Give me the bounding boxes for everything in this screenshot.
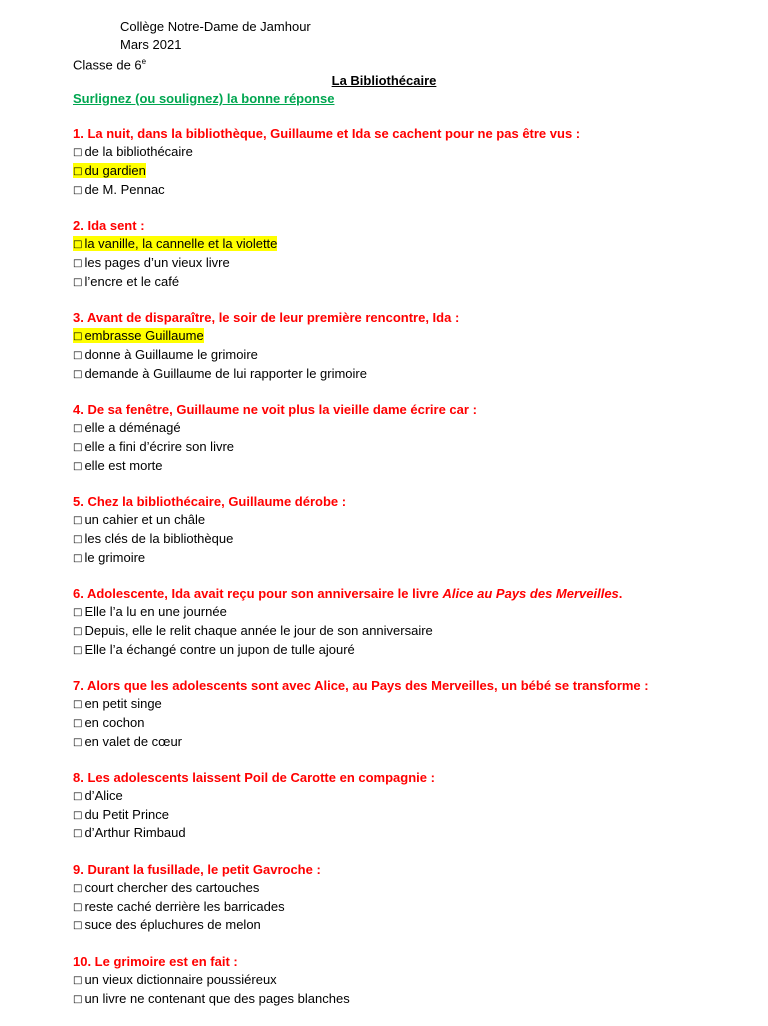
answer-option[interactable]: [73, 346, 753, 365]
answer-content: [73, 458, 163, 473]
checkbox-icon[interactable]: □: [73, 882, 83, 894]
checkbox-icon[interactable]: □: [73, 276, 83, 288]
highlighted-answer: [73, 328, 204, 343]
checkbox-icon[interactable]: □: [73, 238, 83, 250]
question-text: [73, 769, 753, 787]
answer-label: d’Arthur Rimbaud: [84, 825, 186, 841]
answer-label: demande à Guillaume de lui rapporter le grimoire: [84, 365, 367, 381]
checkbox-icon[interactable]: □: [73, 349, 83, 361]
checkbox-icon[interactable]: □: [73, 828, 83, 840]
highlighted-answer: [73, 163, 146, 178]
answer-option[interactable]: [73, 327, 753, 346]
answer-content: [73, 715, 144, 730]
answer-label: la vanille, la cannelle et la violette: [84, 235, 278, 251]
question-text-main: 4. De sa fenêtre, Guillaume ne voit plus la vieille dame écrire car :: [73, 401, 477, 417]
question-text-main: 6. Adolescente, Ida avait reçu pour son anniversaire le livre: [73, 585, 443, 601]
answer-option[interactable]: [73, 733, 753, 752]
answer-label: suce des épluchures de melon: [84, 917, 261, 933]
question-text-main: 8. Les adolescents laissent Poil de Carotte en compagnie :: [73, 769, 435, 785]
answer-label: un vieux dictionnaire poussiéreux: [84, 971, 277, 987]
checkbox-icon[interactable]: □: [73, 514, 83, 526]
checkbox-icon[interactable]: □: [73, 698, 83, 710]
question-text-main: 9. Durant la fusillade, le petit Gavroche :: [73, 861, 321, 877]
checkbox-icon[interactable]: □: [73, 257, 83, 269]
class-label: [73, 53, 146, 73]
question-block: [73, 861, 753, 935]
answer-label: du Petit Prince: [84, 806, 169, 822]
answer-option[interactable]: [73, 549, 753, 568]
answer-label: le grimoire: [84, 549, 146, 565]
answer-label: elle a déménagé: [84, 419, 181, 435]
question-text-main: 10. Le grimoire est en fait :: [73, 953, 238, 969]
answer-content: [73, 972, 277, 987]
class-prefix: Classe de 6: [73, 57, 142, 73]
checkbox-icon[interactable]: □: [73, 974, 83, 986]
school-name: Collège Notre-Dame de Jamhour: [120, 19, 311, 34]
answer-label: embrasse Guillaume: [84, 327, 204, 343]
answer-content: [73, 642, 355, 657]
answer-option[interactable]: [73, 622, 753, 641]
answer-label: donne à Guillaume le grimoire: [84, 346, 258, 362]
checkbox-icon[interactable]: □: [73, 165, 83, 177]
question-text: [73, 861, 753, 879]
answer-option[interactable]: [73, 879, 753, 898]
answer-content: [73, 899, 285, 914]
checkbox-icon[interactable]: □: [73, 790, 83, 802]
answer-label: les clés de la bibliothèque: [84, 530, 234, 546]
date: Mars 2021: [120, 37, 182, 52]
answer-option[interactable]: [73, 824, 753, 843]
checkbox-icon[interactable]: □: [73, 901, 83, 913]
answer-option[interactable]: [73, 365, 753, 384]
question-block: [73, 125, 753, 199]
answer-label: un cahier et un châle: [84, 511, 206, 527]
answer-option[interactable]: [73, 898, 753, 917]
answer-label: Depuis, elle le relit chaque année le jour de son anniversaire: [84, 622, 433, 638]
answer-option[interactable]: [73, 916, 753, 935]
checkbox-icon[interactable]: □: [73, 736, 83, 748]
question-block: [73, 309, 753, 383]
answer-content: [73, 512, 205, 527]
answer-content: [73, 623, 433, 638]
answer-option[interactable]: [73, 511, 753, 530]
answer-content: [73, 880, 259, 895]
checkbox-icon[interactable]: □: [73, 422, 83, 434]
answer-content: [73, 439, 234, 454]
instruction: Surlignez (ou soulignez) la bonne réponse: [73, 91, 335, 106]
answer-content: [73, 825, 186, 840]
answer-content: [73, 696, 162, 711]
question-text-main: 2. Ida sent :: [73, 217, 145, 233]
answer-option[interactable]: [73, 695, 753, 714]
answer-option[interactable]: [73, 603, 753, 622]
answer-label: l’encre et le café: [84, 273, 180, 289]
checkbox-icon[interactable]: □: [73, 460, 83, 472]
checkbox-icon[interactable]: □: [73, 552, 83, 564]
answer-label: du gardien: [84, 162, 146, 178]
answer-label: d’Alice: [84, 787, 123, 803]
answer-option[interactable]: [73, 235, 753, 254]
answer-label: elle est morte: [84, 457, 163, 473]
answer-option[interactable]: [73, 181, 753, 200]
checkbox-icon[interactable]: □: [73, 533, 83, 545]
question-text: [73, 585, 753, 603]
answer-label: un livre ne contenant que des pages blanches: [84, 990, 350, 1006]
question-list: [73, 125, 753, 1026]
question-text: [73, 125, 753, 143]
checkbox-icon[interactable]: □: [73, 184, 83, 196]
checkbox-icon[interactable]: □: [73, 147, 83, 158]
answer-option[interactable]: [73, 787, 753, 806]
checkbox-icon[interactable]: □: [73, 441, 83, 453]
question-text-main: 5. Chez la bibliothécaire, Guillaume dérobe :: [73, 493, 347, 509]
answer-content: [73, 550, 145, 565]
checkbox-icon[interactable]: □: [73, 717, 83, 729]
answer-option[interactable]: [73, 143, 753, 162]
question-block: [73, 953, 753, 1009]
checkbox-icon[interactable]: □: [73, 368, 83, 380]
answer-label: de la bibliothécaire: [84, 144, 193, 159]
answer-content: [73, 274, 179, 289]
question-text-main: 7. Alors que les adolescents sont avec Alice, au Pays des Merveilles, un bébé se transforme :: [73, 677, 649, 693]
answer-content: [73, 604, 227, 619]
answer-content: [73, 182, 165, 197]
answer-option[interactable]: [73, 457, 753, 476]
answer-content: [73, 255, 230, 270]
question-block: [73, 585, 753, 659]
answer-content: [73, 531, 233, 546]
question-text: [73, 953, 753, 971]
question-text: [73, 217, 753, 235]
checkbox-icon[interactable]: □: [73, 920, 83, 932]
answer-option[interactable]: [73, 971, 753, 990]
answer-content: [73, 807, 169, 822]
question-block: [73, 401, 753, 475]
question-text: [73, 677, 753, 695]
answer-label: en petit singe: [84, 695, 162, 711]
answer-content: [73, 991, 350, 1006]
question-text: [73, 309, 753, 327]
answer-label: court chercher des cartouches: [84, 879, 260, 895]
checkbox-icon[interactable]: □: [73, 330, 83, 342]
answer-option[interactable]: [73, 530, 753, 549]
answer-label: de M. Pennac: [84, 181, 165, 197]
answer-content: [73, 734, 182, 749]
answer-content: [73, 420, 181, 435]
question-block: [73, 493, 753, 567]
answer-content: [73, 366, 367, 381]
answer-label: reste caché derrière les barricades: [84, 898, 285, 914]
page-title: La Bibliothécaire: [331, 73, 437, 88]
answer-content: [73, 347, 258, 362]
answer-label: Elle l’a échangé contre un jupon de tulle ajouré: [84, 641, 355, 657]
question-block: [73, 677, 753, 751]
question-text: [73, 401, 753, 419]
question-text-main: 1. La nuit, dans la bibliothèque, Guillaume et Ida se cachent pour ne pas être vus :: [73, 126, 581, 141]
question-text: [73, 493, 753, 511]
answer-label: Elle l’a lu en une journée: [84, 603, 227, 619]
answer-label: elle a fini d’écrire son livre: [84, 438, 235, 454]
class-suffix: e: [141, 57, 147, 66]
answer-label: en valet de cœur: [84, 733, 182, 749]
highlighted-answer: [73, 236, 277, 251]
checkbox-icon[interactable]: □: [73, 809, 83, 821]
question-block: [73, 217, 753, 291]
question-block: [73, 769, 753, 843]
checkbox-icon[interactable]: □: [73, 606, 83, 618]
checkbox-icon[interactable]: □: [73, 625, 83, 637]
answer-label: en cochon: [84, 714, 145, 730]
answer-content: [73, 144, 193, 159]
answer-content: [73, 788, 123, 803]
answer-option[interactable]: [73, 162, 753, 181]
answer-option[interactable]: [73, 438, 753, 457]
answer-option[interactable]: [73, 806, 753, 825]
answer-option[interactable]: [73, 641, 753, 660]
checkbox-icon[interactable]: □: [73, 993, 83, 1005]
checkbox-icon[interactable]: □: [73, 644, 83, 656]
answer-content: [73, 917, 261, 932]
question-text-main: 3. Avant de disparaître, le soir de leur première rencontre, Ida :: [73, 309, 460, 325]
answer-option[interactable]: [73, 990, 753, 1009]
question-book-title: Alice au Pays des Merveilles: [442, 585, 619, 601]
answer-option[interactable]: [73, 419, 753, 438]
answer-option[interactable]: [73, 714, 753, 733]
answer-option[interactable]: [73, 254, 753, 273]
question-text-end: .: [618, 585, 623, 601]
answer-option[interactable]: [73, 273, 753, 292]
answer-label: les pages d’un vieux livre: [84, 254, 230, 270]
